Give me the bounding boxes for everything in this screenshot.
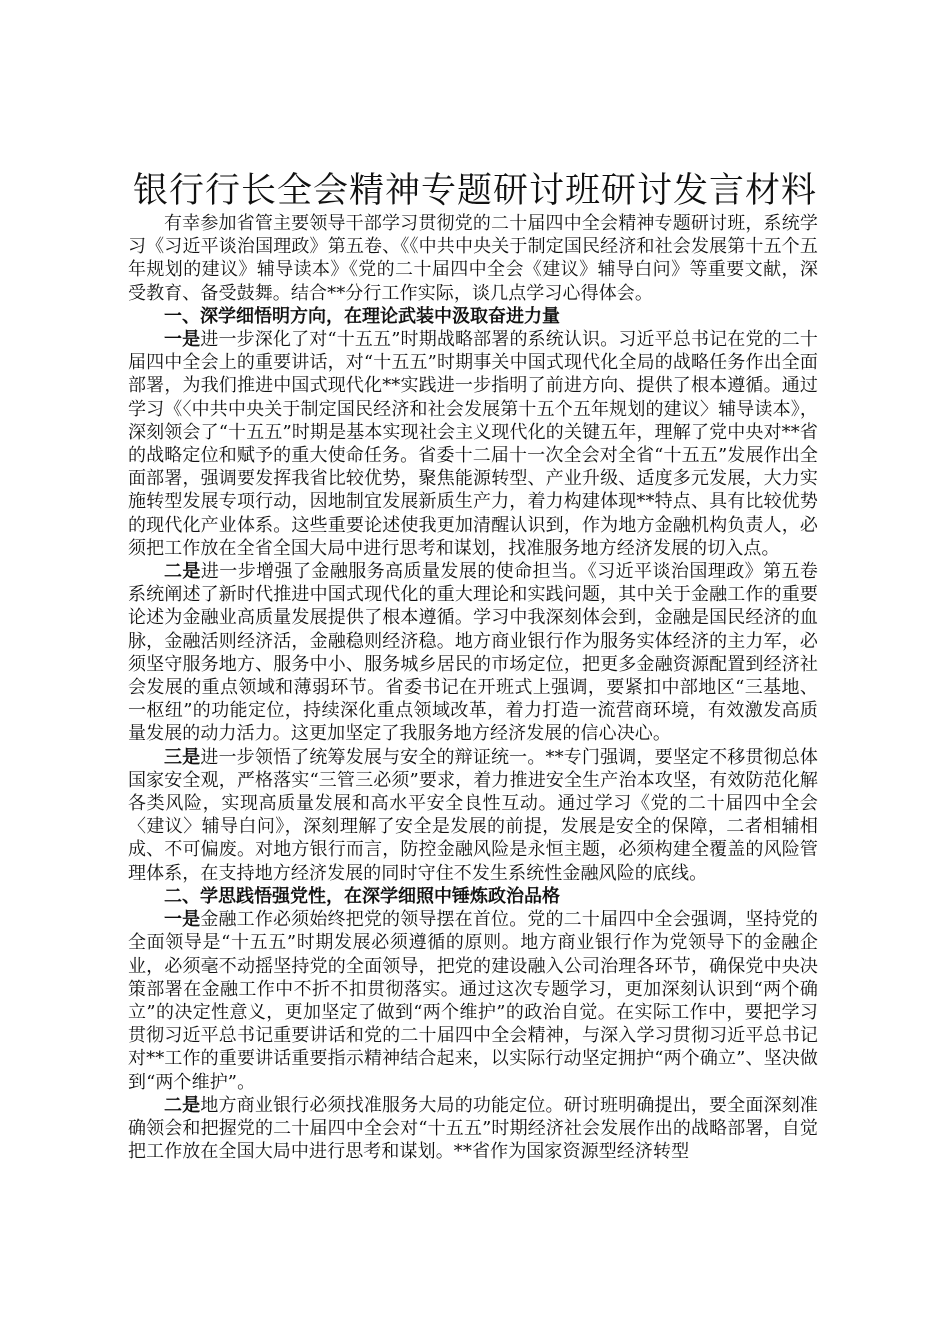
section-1-paragraph-2 [128, 560, 818, 746]
paragraph-text: 进一步深化了对“十五五”时期战略部署的系统认识。习近平总书记在党的二十届四中全会上的重要讲话，对“十五五”时期事关中国式现代化全局的战略任务作出全面部署，为我们推进中国式现代化**实践进一步指明了前进方向、提供了根本遵循。通过学习《〈中共中央关于制定国民经济和社会发展第十五个五年规划的建议〉辅导读本》，深刻领会了“十五五”时期是基本实现社会主义现代化的关键五年，理解了党中央对**省的战略定位和赋予的重大使命任务。省委十二届十一次全会对全省“十五五”发展作出全面部署，强调要发挥我省比较优势，聚焦能源转型、产业升级、适度多元发展，大力实施转型发展专项行动，因地制宜发展新质生产力，着力构建体现**特点、具有比较优势的现代化产业体系。这些重要论述使我更加清醒认识到，作为地方金融机构负责人，必须把工作放在全省全国大局中进行思考和谋划，找准服务地方经济发展的切入点。 [128, 329, 818, 559]
paragraph-text: 地方商业银行必须找准服务大局的功能定位。研讨班明确提出，要全面深刻准确领会和把握党的二十届四中全会对“十五五”时期经济社会发展作出的战略部署，自觉把工作放在全国大局中进行思考和谋划。**省作为国家资源型经济转型 [128, 1094, 818, 1163]
paragraph-lead: 一是 [164, 909, 201, 931]
paragraph-text: 金融工作必须始终把党的领导摆在首位。党的二十届四中全会强调，坚持党的全面领导是“十五五”时期发展必须遵循的原则。地方商业银行作为党领导下的金融企业，必须毫不动摇坚持党的全面领导，把党的建设融入公司治理各环节，确保党中央决策部署在金融工作中不折不扣贯彻落实。通过这次专题学习，更加深刻认识到“两个确立”的决定性意义，更加坚定了做到“两个维护”的政治自觉。在实际工作中，要把学习贯彻习近平总书记重要讲话和党的二十届四中全会精神，与深入学习贯彻习近平总书记对**工作的重要讲话重要指示精神结合起来，以实际行动坚定拥护“两个确立”、坚决做到“两个维护”。 [128, 909, 818, 1093]
section-1-paragraph-3 [128, 746, 818, 885]
paragraph-text: 进一步领悟了统筹发展与安全的辩证统一。**专门强调，要坚定不移贯彻总体国家安全观，严格落实“三管三必须”要求，着力推进安全生产治本攻坚，有效防范化解各类风险，实现高质量发展和高水平安全良性互动。通过学习《党的二十届四中全会〈建议〉辅导白问》，深刻理解了安全是发展的前提，发展是安全的保障，二者相辅相成、不可偏废。对地方银行而言，防控金融风险是永恒主题，必须构建全覆盖的风险管理体系，在支持地方经济发展的同时守住不发生系统性金融风险的底线。 [128, 746, 819, 884]
paragraph-text: 进一步增强了金融服务高质量发展的使命担当。《习近平谈治国理政》第五卷系统阐述了新时代推进中国式现代化的重大理论和实践问题，其中关于金融工作的重要论述为金融业高质量发展提供了根本遵循。学习中我深刻体会到，金融是国民经济的血脉，金融活则经济活，金融稳则经济稳。地方商业银行作为服务实体经济的主力军，必须坚守服务地方、服务中小、服务城乡居民的市场定位，把更多金融资源配置到经济社会发展的重点领域和薄弱环节。省委书记在开班式上强调，要紧扣中部地区“三基地、一枢纽”的功能定位，持续深化重点领域改革，着力打造一流营商环境，有效激发高质量发展的动力活力。这更加坚定了我服务地方经济发展的信心决心。 [128, 561, 818, 745]
section-heading-1: 一、深学细悟明方向，在理论武装中汲取奋进力量 [164, 305, 560, 327]
document-page [128, 170, 818, 1163]
document-title: 银行行长全会精神专题研讨班研讨发言材料 [132, 171, 817, 211]
intro-paragraph: 有幸参加省管主要领导干部学习贯彻党的二十届四中全会精神专题研讨班，系统学习《习近平谈治国理政》第五卷、《《中共中央关于制定国民经济和社会发展第十五个五年规划的建议》辅导读本》《党的二十届四中全会《建议》辅导白问》等重要文献，深受教育、备受鼓舞。结合**分行工作实际，谈几点学习心得体会。 [128, 213, 818, 304]
section-2-paragraph-1 [128, 908, 818, 1094]
paragraph-lead: 二是 [164, 1094, 201, 1116]
paragraph-lead: 一是 [164, 329, 201, 351]
section-heading-2: 二、学思践悟强党性，在深学细照中锤炼政治品格 [164, 885, 560, 907]
paragraph-lead: 二是 [164, 561, 201, 583]
section-1-paragraph-1 [128, 328, 818, 560]
section-2-paragraph-2 [128, 1094, 818, 1164]
paragraph-lead: 三是 [164, 746, 201, 768]
